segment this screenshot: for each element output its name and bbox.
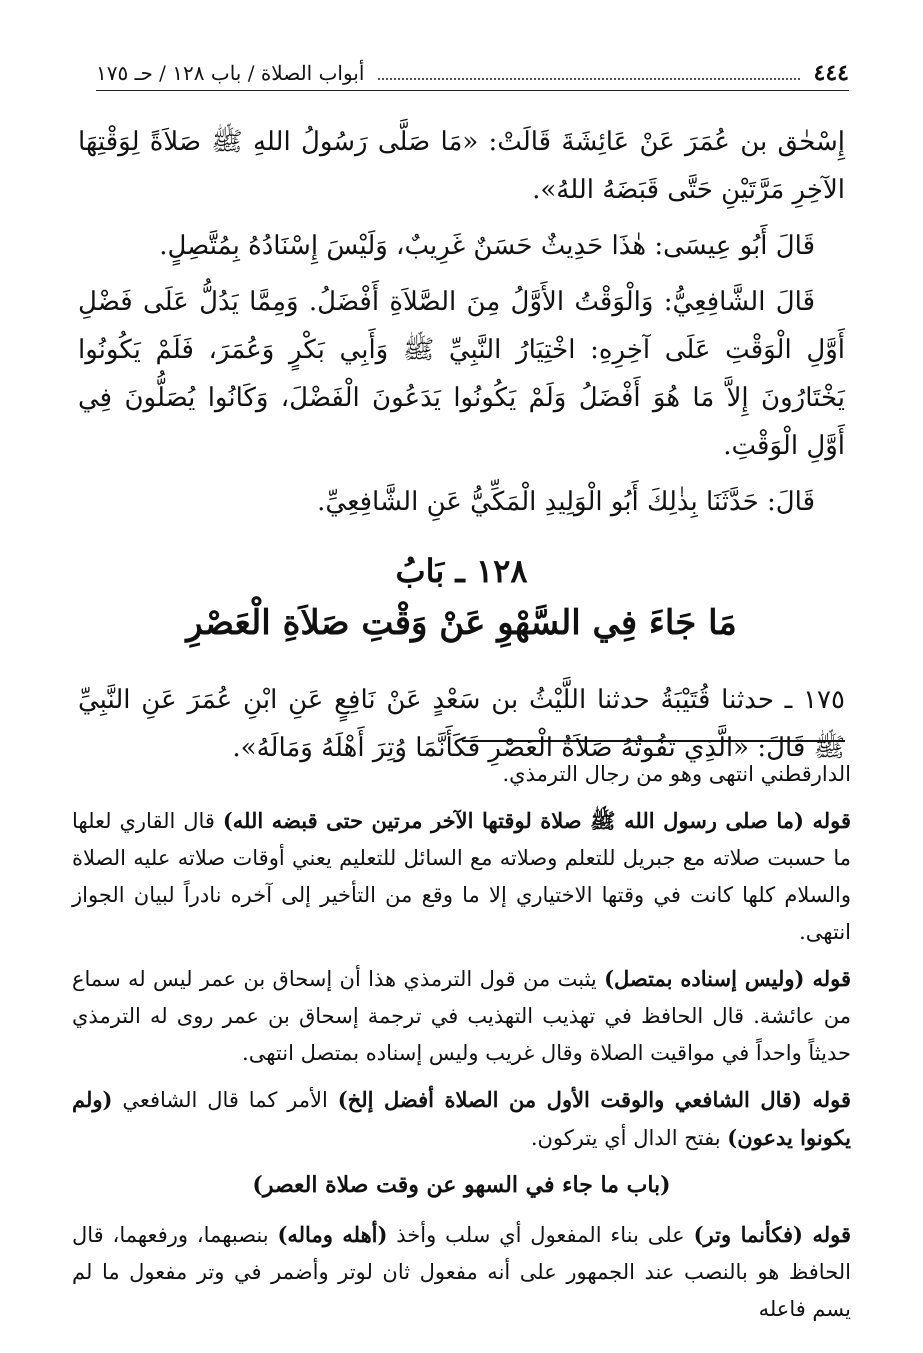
- note-1-body: قال القاري لعلها ما حسبت صلاته مع جبريل للتعلم وصلاته مع السائل للتعليم يعني أوقات صلاته عليه الصلاة والسلام كلها كانت في وقتها الاختياري إلا ما وقع من التأخير إلى آخره نادراً لبيان الجواز انتهى.: [72, 809, 851, 944]
- note-4-body-b: بنصبهما، ورفعهما، قال الحافظ هو بالنصب عند الجمهور على أنه مفعول ثان لوتر وأضمر في وتر مفعول ما لم يسم فاعله: [72, 1223, 851, 1321]
- note-3-lemma: قوله (قال الشافعي والوقت الأول من الصلاة أفضل إلخ): [337, 1087, 852, 1112]
- note-3-body-a: الأمر كما قال الشافعي: [112, 1088, 338, 1112]
- page-header: [96, 56, 849, 91]
- note-0: الدارقطني انتهى وهو من رجال الترمذي.: [502, 762, 851, 786]
- page-number: ٤٤٤: [813, 60, 849, 86]
- note-4-lemma: قوله (فكأنما وتر): [693, 1222, 852, 1247]
- main-paragraph-1: إِسْحٰق بن عُمَرَ عَنْ عَائِشَةَ قَالَتْ: «مَا صَلَّى رَسُولُ اللهِ ﷺ صَلاَةً لِوَقْتِهَا الآخِرِ مَرَّتَيْنِ حَتَّى قَبَضَهُ اللهُ».: [78, 127, 845, 205]
- note-2-body: يثبت من قول الترمذي هذا أن إسحاق بن عمر ليس له سماع من عائشة. قال الحافظ في تهذيب التهذيب في ترجمة إسحاق بن عمر روى له الترمذي حديثاً واحداً في مواقيت الصلاة وقال غريب وليس إسناده بمتصل انتهى.: [72, 967, 851, 1065]
- note-3-lemma-2: (ولم يكونوا يدعون): [72, 1087, 851, 1150]
- main-text: [78, 118, 845, 798]
- header-dotted-leader: [378, 78, 799, 80]
- note-2-lemma: قوله (وليس إسناده بمتصل): [604, 966, 851, 991]
- note-4: [72, 1216, 851, 1328]
- main-paragraph-2: قَالَ أَبُو عِيسَى: هٰذَا حَدِيثٌ حَسَنٌ غَرِيبٌ، وَلَيْسَ إِسْنَادُهُ بِمُتَّصِلٍ.: [159, 231, 815, 261]
- chapter-number: ١٢٨ ـ بَابُ: [395, 552, 528, 590]
- main-paragraph-4: قَالَ: حَدَّثَنَا بِذٰلِكَ أَبُو الْوَلِيدِ الْمَكِّيُّ عَنِ الشَّافِعِيِّ.: [317, 487, 815, 517]
- hadith-text: ١٧٥ ـ حدثنا قُتَيْبَةُ حدثنا اللَّيْثُ بن سَعْدٍ عَنْ نَافِعٍ عَنِ ابْنِ عُمَرَ عَنِ النَّبِيِّ ﷺ قَالَ: «الَّذِي تَفُوتُهُ صَلاَةُ الْعَصْرِ فَكَأَنَّمَا وُتِرَ أَهْلَهُ وَمَالَهُ».: [78, 685, 845, 763]
- footnote-separator: [462, 740, 845, 742]
- running-title: أبواب الصلاة / باب ١٢٨ / حـ ١٧٥: [96, 61, 365, 85]
- chapter-title: مَا جَاءَ فِي السَّهْوِ عَنْ وَقْتِ صَلاَةِ الْعَصْرِ: [186, 603, 737, 643]
- note-1: [72, 802, 851, 951]
- main-paragraph-3: قَالَ الشَّافِعِيُّ: وَالْوَقْتُ الأَوَّلُ مِنَ الصَّلاَةِ أَفْضَلُ. وَمِمَّا يَدُلُّ عَلَى فَضْلِ أَوَّلِ الْوَقْتِ عَلَى آخِرِهِ: اخْتِيَارُ النَّبِيِّ ﷺ وَأَبِي بَكْرٍ وَعُمَرَ، فَلَمْ يَكُونُوا يَخْتَارُونَ إِلاَّ مَا هُوَ أَفْضَلُ وَلَمْ يَكُونُوا يَدَعُونَ الْفَضْلَ، وَكَانُوا يُصَلُّونَ فِي أَوَّلِ الْوَقْتِ.: [78, 287, 845, 461]
- note-4-lemma-2: (أهله وماله): [277, 1222, 388, 1247]
- note-3: [72, 1081, 851, 1157]
- commentary-notes: [72, 756, 851, 1337]
- note-1-lemma: قوله (ما صلى رسول الله ﷺ صلاة لوقتها الآخر مرتين حتى قبضه الله): [222, 808, 852, 833]
- note-chapter-heading: (باب ما جاء في السهو عن وقت صلاة العصر): [252, 1172, 671, 1198]
- note-3-body-b: بفتح الدال أي يتركون.: [530, 1126, 728, 1150]
- note-2: [72, 960, 851, 1072]
- note-4-body-a: على بناء المفعول أي سلب وأخذ: [387, 1223, 694, 1247]
